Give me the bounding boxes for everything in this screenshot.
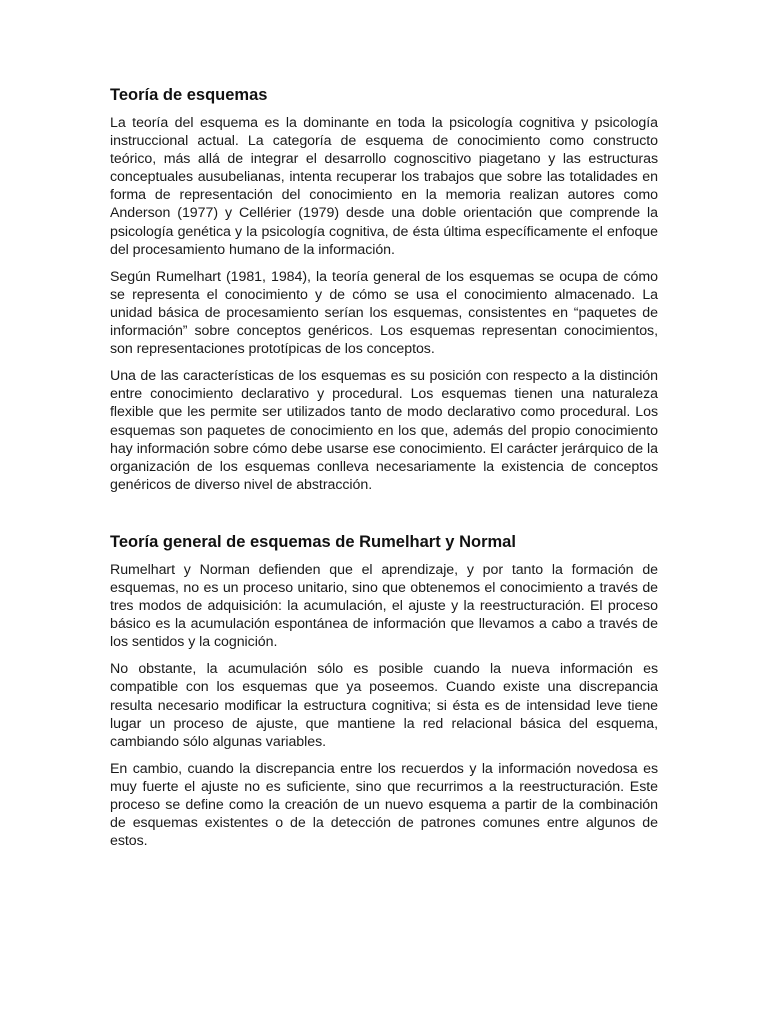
section-heading: Teoría de esquemas — [110, 86, 268, 104]
document-page — [110, 84, 658, 859]
section-teoria-de-esquemas — [110, 84, 658, 494]
paragraph: Una de las características de los esquemas es su posición con respecto a la distinción entre conocimiento declarativo y procedural. Los esquemas tienen una naturaleza flexible que les permite ser utilizados tanto de modo declarativo como procedural. Los esquemas son paquetes de conocimiento en los que, además del propio conocimiento hay información sobre cómo debe usarse ese conocimiento. El carácter jerárquico de la organización de los esquemas conlleva necesariamente la existencia de conceptos genéricos de diverso nivel de abstracción. — [110, 368, 658, 493]
section-teoria-general-rumelhart-norman — [110, 531, 658, 850]
paragraph: La teoría del esquema es la dominante en toda la psicología cognitiva y psicología instruccional actual. La categoría de esquema de conocimiento como constructo teórico, más allá de integrar el desarrollo cognoscitivo piagetano y las estructuras conceptuales ausubelianas, intenta recuperar los trabajos que sobre las totalidades en forma de representación del conocimiento en la memoria realizan autores como Anderson (1977) y Cellérier (1979) desde una doble orientación que comprende la psicología genética y la psicología cognitiva, de ésta última específicamente el enfoque del procesamiento humano de la información. — [110, 115, 658, 258]
paragraph: Rumelhart y Norman defienden que el aprendizaje, y por tanto la formación de esquemas, no es un proceso unitario, sino que obtenemos el conocimiento a través de tres modos de adquisición: la acumulación, el ajuste y la reestructuración. El proceso básico es la acumulación espontánea de información que llevamos a cabo a través de los sentidos y la cognición. — [110, 561, 658, 651]
paragraph: En cambio, cuando la discrepancia entre los recuerdos y la información novedosa es muy fuerte el ajuste no es suficiente, sino que recurrimos a la reestructuración. Este proceso se define como la creación de un nuevo esquema a partir de la combinación de esquemas existentes o de la detección de patrones comunes entre algunos de estos. — [110, 760, 658, 850]
section-heading: Teoría general de esquemas de Rumelhart y Normal — [110, 532, 516, 551]
section-spacer — [110, 503, 658, 531]
paragraph: No obstante, la acumulación sólo es posible cuando la nueva información es compatible con los esquemas que ya poseemos. Cuando existe una discrepancia resulta necesario modificar la estructura cognitiva; si ésta es de intensidad leve tiene lugar un proceso de ajuste, que mantiene la red relacional básica del esquema, cambiando sólo algunas variables. — [110, 661, 658, 750]
paragraph: Según Rumelhart (1981, 1984), la teoría general de los esquemas se ocupa de cómo se representa el conocimiento y de cómo se usa el conocimiento almacenado. La unidad básica de procesamiento serían los esquemas, consistentes en “paquetes de información” sobre conceptos genéricos. Los esquemas representan conocimientos, son representaciones prototípicas de los conceptos. — [110, 268, 658, 358]
